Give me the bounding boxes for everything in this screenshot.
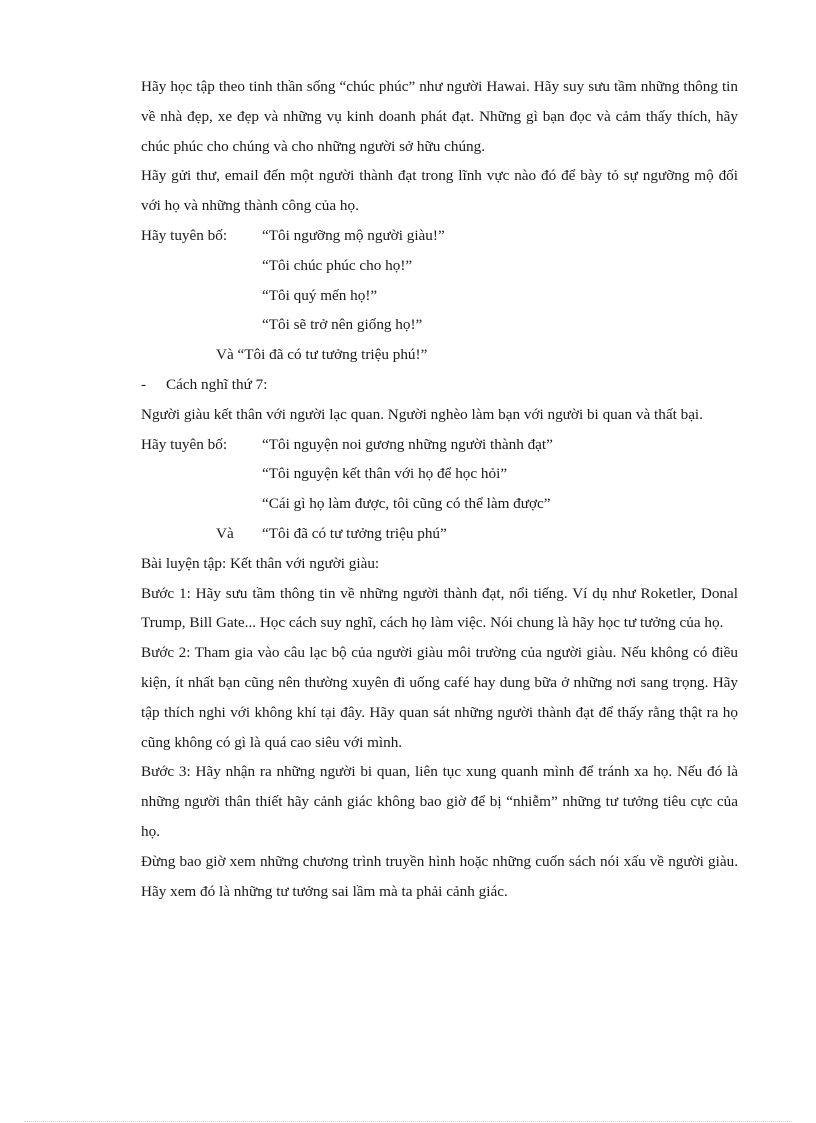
section-7-title: Cách nghĩ thứ 7: [166, 375, 268, 393]
declaration-1-line: “Tôi ngưỡng mộ người giàu!” [262, 226, 445, 244]
exercise-step-2: Bước 2: Tham gia vào câu lạc bộ của người giàu môi trường của người giàu. Nếu không có điều kiện, ít nhất bạn cũng nên thường xuyên đi uống café hay dung bữa ở những nơi sang trọng. Hãy tập thích nghi với không khí tại đây. Hãy quan sát những người thành đạt để thấy rằng thật ra họ cũng không có gì là quá cao siêu với mình. [141, 644, 738, 751]
exercise-step-1: Bước 1: Hãy sưu tầm thông tin về những người thành đạt, nổi tiếng. Ví dụ như Roketler, Donal Trump, Bill Gate... Học cách suy nghĩ, cách họ làm việc. Nói chung là hãy học tư tưởng của họ. [141, 584, 738, 632]
section-7-heading [141, 370, 738, 400]
exercise-title: Bài luyện tập: Kết thân với người giàu: [141, 554, 380, 572]
declaration-2-first [141, 430, 738, 460]
declaration-2-closing: “Tôi đã có tư tưởng triệu phú” [262, 524, 447, 542]
paragraph-hawai: Hãy học tập theo tinh thần sống “chúc phúc” như người Hawai. Hãy suy sưu tầm những thông tin về nhà đẹp, xe đẹp và những vụ kinh doanh phát đạt. Những gì bạn đọc và cảm thấy thích, hãy chúc phúc cho chúng và cho những người sở hữu chúng. [141, 78, 738, 155]
declaration-1-line: “Tôi quý mến họ!” [262, 286, 378, 304]
declaration-1-first [141, 221, 738, 251]
declaration-1-line: “Tôi sẽ trở nên giống họ!” [262, 316, 423, 334]
declaration-1-line: “Tôi chúc phúc cho họ!” [262, 256, 413, 274]
section-7-text: Người giàu kết thân với người lạc quan. Người nghèo làm bạn với người bi quan và thất bại. [141, 405, 703, 423]
declaration-2-closing-row [141, 519, 738, 549]
exercise-closing: Đừng bao giờ xem những chương trình truyền hình hoặc những cuốn sách nói xấu về người giàu. Hãy xem đó là những tư tưởng sai lầm mà ta phải cảnh giác. [141, 852, 738, 900]
paragraph-email: Hãy gửi thư, email đến một người thành đạt trong lĩnh vực nào đó để bày tỏ sự ngưỡng mộ đối với họ và những thành công của họ. [141, 167, 738, 215]
exercise-step-3: Bước 3: Hãy nhận ra những người bi quan, liên tục xung quanh mình để tránh xa họ. Nếu đó là những người thân thiết hãy cảnh giác không bao giờ để bị “nhiễm” những tư tưởng tiêu cực của họ. [141, 763, 738, 840]
declaration-2-line: “Cái gì họ làm được, tôi cũng có thể làm được” [262, 495, 551, 513]
declaration-2-label: Hãy tuyên bố: [141, 435, 228, 453]
list-dash: - [141, 375, 147, 393]
declaration-2-line: “Tôi nguyện noi gương những người thành đạt” [262, 435, 553, 453]
declaration-1-closing: Và “Tôi đã có tư tưởng triệu phú!” [216, 346, 428, 364]
declaration-2-line: “Tôi nguyện kết thân với họ để học hỏi” [262, 465, 508, 483]
page-bottom-border [24, 1121, 792, 1122]
declaration-2-closing-label: Và [216, 524, 234, 542]
document-page [141, 72, 738, 906]
declaration-1-label: Hãy tuyên bố: [141, 226, 228, 244]
